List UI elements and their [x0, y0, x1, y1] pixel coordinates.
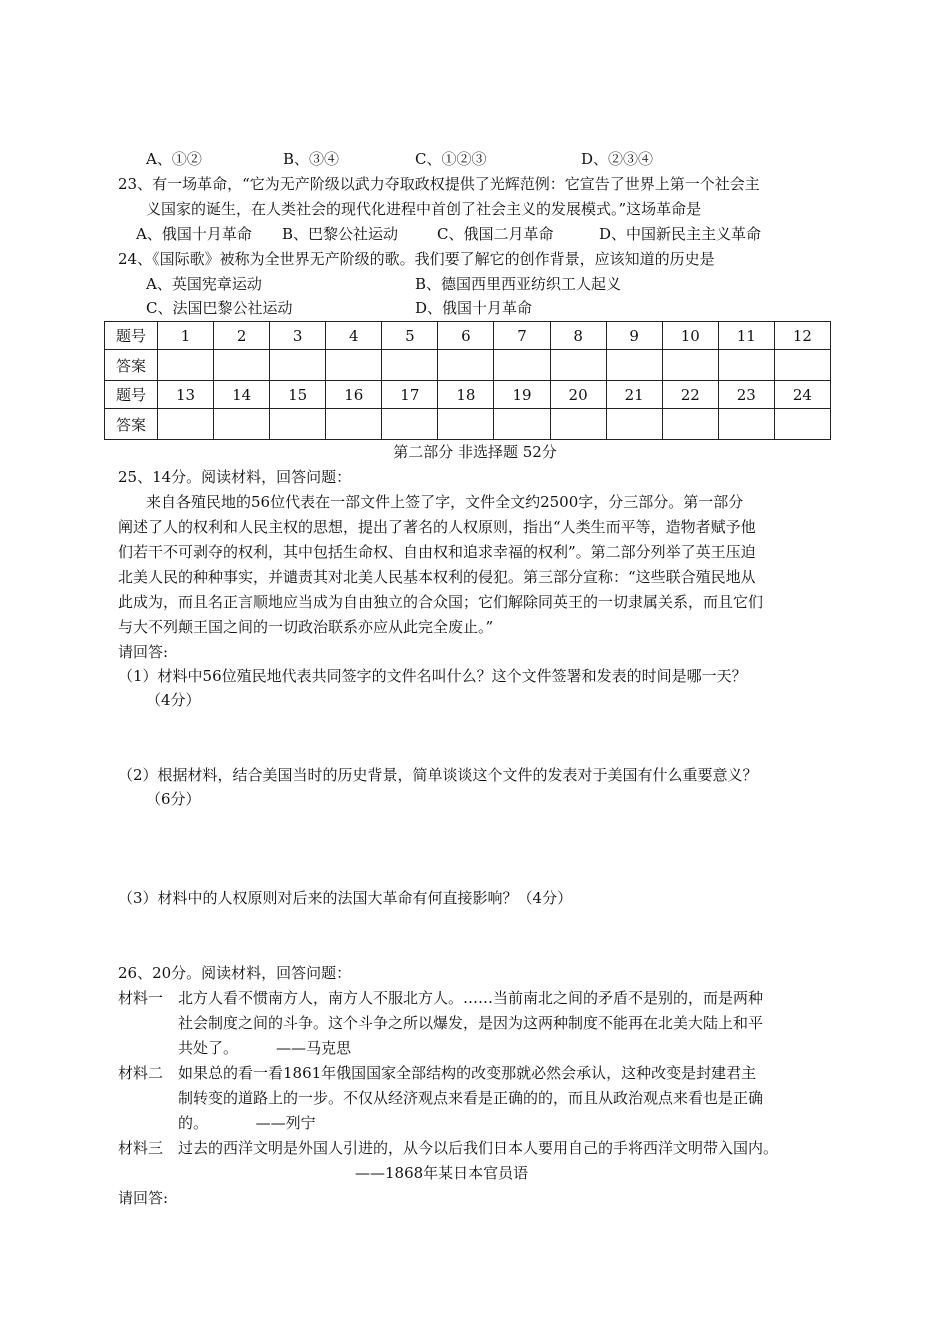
q24-option-c: C、法国巴黎公社运动: [146, 299, 293, 317]
answer-cell[interactable]: [718, 350, 774, 381]
number-cell: 16: [326, 381, 382, 409]
q25-sub1-score: （4分）: [146, 691, 201, 709]
answer-label: 答案: [105, 350, 158, 381]
q26-title: 26、20分。阅读材料，回答问题：: [118, 964, 352, 982]
number-cell: 15: [270, 381, 326, 409]
answer-cell[interactable]: [606, 350, 662, 381]
q25-material-line: 北美人民的种种事实，并谴责其对北美人民基本权利的侵犯。第三部分宣称：“这些联合殖民地从: [118, 568, 756, 586]
answer-cell[interactable]: [326, 350, 382, 381]
q23-option-a: A、俄国十月革命: [136, 225, 252, 243]
q26-material3-label: 材料三: [118, 1139, 164, 1157]
answer-table: [104, 321, 831, 440]
number-cell: 21: [606, 381, 662, 409]
q26-material3-line: 过去的西洋文明是外国人引进的，从今以后我们日本人要用自己的手将西洋文明带入国内。: [178, 1139, 779, 1157]
number-cell: 17: [382, 381, 438, 409]
q26-material1-label: 材料一: [118, 989, 164, 1007]
number-cell: 4: [326, 322, 382, 350]
q25-title: 25、14分。阅读材料，回答问题：: [118, 468, 352, 486]
answer-cell[interactable]: [382, 409, 438, 440]
number-cell: 13: [158, 381, 214, 409]
number-cell: 10: [662, 322, 718, 350]
q22-option-c: C、①②③: [415, 150, 487, 168]
number-cell: 14: [214, 381, 270, 409]
number-cell: 5: [382, 322, 438, 350]
answer-cell[interactable]: [662, 350, 718, 381]
answer-cell[interactable]: [718, 409, 774, 440]
q25-material-line: 来自各殖民地的56位代表在一部文件上签了字，文件全文约2500字，分三部分。第一部分: [146, 493, 744, 511]
answer-cell[interactable]: [382, 350, 438, 381]
number-cell: 22: [662, 381, 718, 409]
number-label: 题号: [105, 381, 158, 409]
answer-cell[interactable]: [494, 350, 550, 381]
q25-material-line: 们若干不可剥夺的权利，其中包括生命权、自由权和追求幸福的权利”。第二部分列举了英王压迫: [118, 543, 756, 561]
number-cell: 18: [438, 381, 494, 409]
q23-option-d: D、中国新民主主义革命: [599, 225, 762, 243]
answer-cell[interactable]: [606, 409, 662, 440]
q26-material3-source: ——1868年某日本官员语: [355, 1164, 529, 1182]
q25-sub2: （2）根据材料，结合美国当时的历史背景，简单谈谈这个文件的发表对于美国有什么重要意义？: [118, 766, 758, 784]
answer-cell[interactable]: [158, 350, 214, 381]
answer-cell[interactable]: [214, 350, 270, 381]
q26-material2-label: 材料二: [118, 1064, 164, 1082]
number-cell: 11: [718, 322, 774, 350]
q22-option-a: A、①②: [146, 150, 202, 168]
q23-option-b: B、巴黎公社运动: [282, 225, 399, 243]
answer-label: 答案: [105, 409, 158, 440]
q26-material2-line: 如果总的看一看1861年俄国国家全部结构的改变那就必然会承认，这种改变是封建君主: [178, 1064, 757, 1082]
number-cell: 3: [270, 322, 326, 350]
answer-cell[interactable]: [438, 409, 494, 440]
answer-cell[interactable]: [774, 409, 830, 440]
answer-cell[interactable]: [158, 409, 214, 440]
table-row: [105, 322, 831, 350]
q24-option-b: B、德国西里西亚纺织工人起义: [415, 275, 622, 293]
number-cell: 7: [494, 322, 550, 350]
answer-cell[interactable]: [270, 409, 326, 440]
answer-cell[interactable]: [774, 350, 830, 381]
answer-cell[interactable]: [550, 350, 606, 381]
q26-material2-line: 的。 ——列宁: [178, 1114, 316, 1132]
q25-sub2-score: （6分）: [146, 790, 201, 808]
number-cell: 9: [606, 322, 662, 350]
number-cell: 1: [158, 322, 214, 350]
q25-material-line: 阐述了人的权利和人民主权的思想，提出了著名的人权原则，指出“人类生而平等，造物者赋予他: [118, 518, 756, 536]
answer-cell[interactable]: [270, 350, 326, 381]
answer-cell[interactable]: [438, 350, 494, 381]
number-cell: 6: [438, 322, 494, 350]
answer-cell[interactable]: [326, 409, 382, 440]
q26-material1-line: 北方人看不惯南方人，南方人不服北方人。……当前南北之间的矛盾不是别的，而是两种: [178, 989, 764, 1007]
answer-cell[interactable]: [494, 409, 550, 440]
q25-sub1: （1）材料中56位殖民地代表共同签字的文件名叫什么？这个文件签署和发表的时间是哪一天？: [118, 667, 747, 685]
number-cell: 2: [214, 322, 270, 350]
answer-cell[interactable]: [214, 409, 270, 440]
q24-option-d: D、俄国十月革命: [415, 299, 533, 317]
number-label: 题号: [105, 322, 158, 350]
number-cell: 12: [774, 322, 830, 350]
q23-option-c: C、俄国二月革命: [437, 225, 554, 243]
table-row: [105, 381, 831, 409]
q25-sub3: （3）材料中的人权原则对后来的法国大革命有何直接影响？（4分）: [118, 889, 573, 907]
answer-cell[interactable]: [550, 409, 606, 440]
q26-material1-line: 共处了。 ——马克思: [178, 1039, 352, 1057]
q23-stem-line1: 23、有一场革命，“它为无产阶级以武力夺取政权提供了光辉范例：它宣告了世界上第一个社会主: [118, 175, 760, 193]
answer-cell[interactable]: [662, 409, 718, 440]
q25-prompt: 请回答:: [118, 643, 169, 661]
q22-option-b: B、③④: [283, 150, 340, 168]
q25-material-line: 此成为，而且名正言顺地应当成为自由独立的合众国；它们解除同英王的一切隶属关系，而且它们: [118, 593, 764, 611]
number-cell: 19: [494, 381, 550, 409]
number-cell: 23: [718, 381, 774, 409]
q26-material1-line: 社会制度之间的斗争。这个斗争之所以爆发，是因为这两种制度不能再在北美大陆上和平: [178, 1014, 764, 1032]
q24-stem: 24、《国际歌》被称为全世界无产阶级的歌。我们要了解它的创作背景，应该知道的历史是: [118, 250, 715, 268]
table-row: [105, 350, 831, 381]
q26-prompt: 请回答:: [118, 1189, 169, 1207]
table-row: [105, 409, 831, 440]
q23-stem-line2: 义国家的诞生，在人类社会的现代化进程中首创了社会主义的发展模式。”这场革命是: [146, 200, 702, 218]
number-cell: 20: [550, 381, 606, 409]
number-cell: 24: [774, 381, 830, 409]
q25-material-line: 与大不列颠王国之间的一切政治联系亦应从此完全废止。”: [118, 618, 494, 636]
q24-option-a: A、英国宪章运动: [146, 275, 262, 293]
part2-heading: 第二部分 非选择题 52分: [393, 443, 557, 461]
number-cell: 8: [550, 322, 606, 350]
q26-material2-line: 制转变的道路上的一步。不仅从经济观点来看是正确的的，而且从政治观点来看也是正确: [178, 1089, 764, 1107]
q22-option-d: D、②③④: [581, 150, 654, 168]
